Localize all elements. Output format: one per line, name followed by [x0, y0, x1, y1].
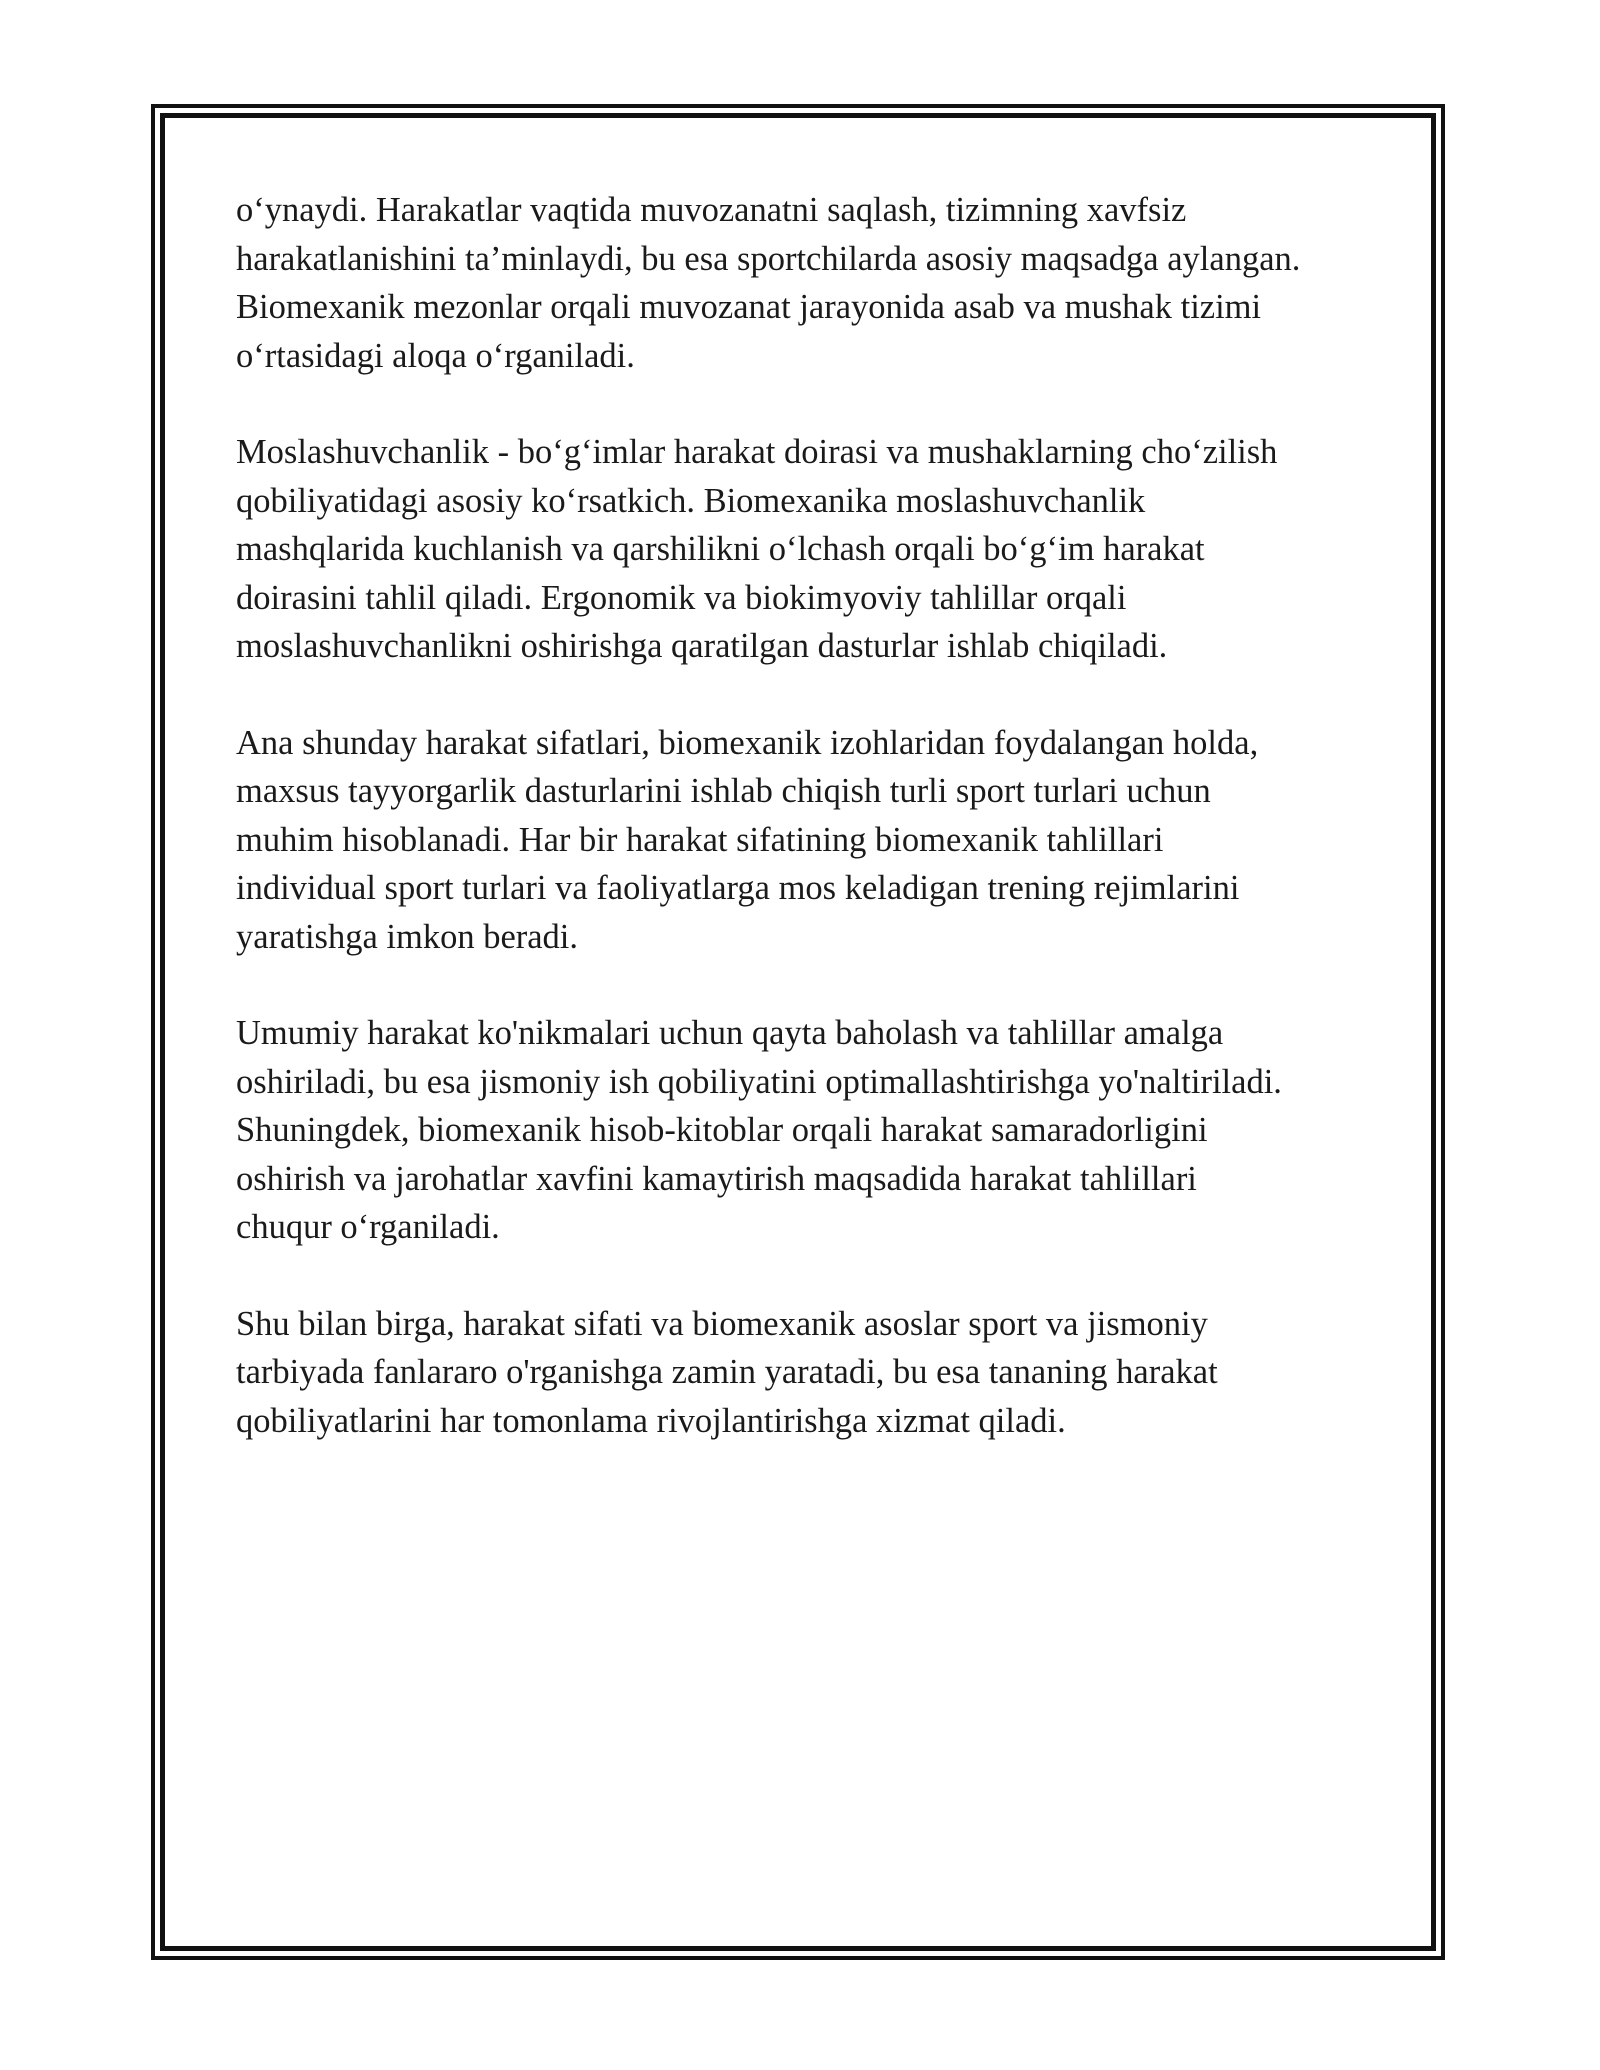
paragraph-general-skills: [236, 1009, 1396, 1252]
text-line: Shu bilan birga, harakat sifati va biomexanik asoslar sport va jismoniy: [236, 1304, 1208, 1343]
text-line: maxsus tayyorgarlik dasturlarini ishlab chiqish turli sport turlari uchun: [236, 772, 1211, 810]
text-line: chuqur o‘rganiladi.: [236, 1208, 500, 1246]
text-line: Moslashuvchanlik - bo‘g‘imlar harakat doirasi va mushaklarning cho‘zilish: [236, 433, 1278, 471]
text-line: individual sport turlari va faoliyatlarga mos keladigan trening rejimlarini: [236, 869, 1240, 907]
text-line: tarbiyada fanlararo o'rganishga zamin yaratadi, bu esa tananing harakat: [236, 1353, 1218, 1391]
document-body: [236, 186, 1396, 1493]
paragraph-flexibility: [236, 428, 1396, 671]
text-line: mashqlarida kuchlanish va qarshilikni o‘lchash orqali bo‘g‘im harakat: [236, 530, 1205, 568]
paragraph-balance: [236, 186, 1396, 380]
paragraph-conclusion: [236, 1300, 1396, 1446]
text-line: Ana shunday harakat sifatlari, biomexanik izohlaridan foydalangan holda,: [236, 723, 1259, 762]
text-line: oshirish va jarohatlar xavfini kamaytirish maqsadida harakat tahlillari: [236, 1159, 1197, 1198]
text-line: harakatlanishini ta’minlaydi, bu esa sportchilarda asosiy maqsadga aylangan.: [236, 239, 1301, 278]
text-line: oshiriladi, bu esa jismoniy ish qobiliyatini optimallashtirishga yo'naltiriladi.: [236, 1062, 1282, 1101]
text-line: Biomexanik mezonlar orqali muvozanat jarayonida asab va mushak tizimi: [236, 288, 1262, 326]
text-line: muhim hisoblanadi. Har bir harakat sifatining biomexanik tahlillari: [236, 820, 1164, 859]
paragraph-training-programs: [236, 719, 1396, 962]
text-line: o‘ynaydi. Harakatlar vaqtida muvozanatni saqlash, tizimning xavfsiz: [236, 191, 1187, 229]
text-line: Shuningdek, biomexanik hisob-kitoblar orqali harakat samaradorligini: [236, 1111, 1208, 1149]
text-line: yaratishga imkon beradi.: [236, 917, 579, 956]
text-line: qobiliyatidagi asosiy ko‘rsatkich. Biomexanika moslashuvchanlik: [236, 481, 1146, 520]
text-line: Umumiy harakat ko'nikmalari uchun qayta baholash va tahlillar amalga: [236, 1014, 1224, 1052]
text-line: moslashuvchanlikni oshirishga qaratilgan dasturlar ishlab chiqiladi.: [236, 627, 1168, 665]
text-line: doirasini tahlil qiladi. Ergonomik va biokimyoviy tahlillar orqali: [236, 578, 1127, 617]
text-line: o‘rtasidagi aloqa o‘rganiladi.: [236, 336, 635, 375]
text-line: qobiliyatlarini har tomonlama rivojlantirishga xizmat qiladi.: [236, 1401, 1066, 1440]
